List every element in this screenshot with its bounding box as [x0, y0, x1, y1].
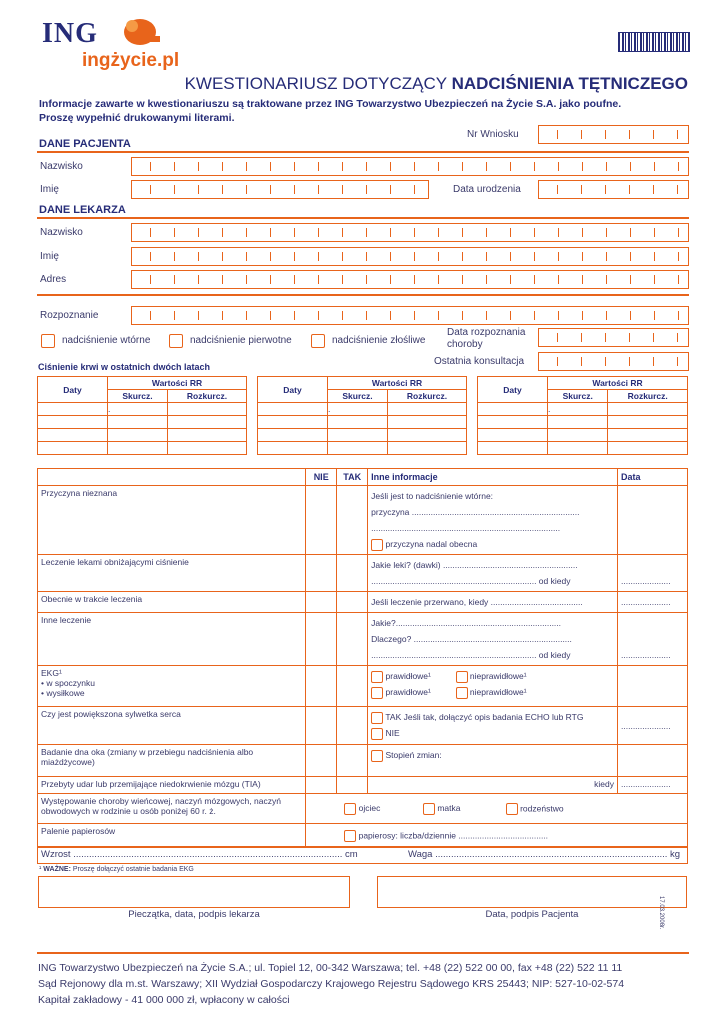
- sylwetka-tak-checkbox[interactable]: [371, 712, 383, 724]
- tak-cell[interactable]: [337, 486, 368, 555]
- sylwetka-nie-checkbox[interactable]: [371, 728, 383, 740]
- tak-cell[interactable]: [337, 555, 368, 592]
- ekg-spoczynek-bad-checkbox[interactable]: [456, 671, 468, 683]
- doctor-signature-box[interactable]: [38, 876, 350, 908]
- lion-icon: [120, 14, 164, 48]
- patient-signature-box[interactable]: [377, 876, 687, 908]
- choroby-label: choroby: [447, 339, 483, 350]
- doctor-signature-label: Pieczątka, data, podpis lekarza: [128, 909, 260, 920]
- footer-line3: Kapitał zakładowy - 41 000 000 zł, wpłacony w całości: [38, 994, 290, 1006]
- zlosliwe-label: nadciśnienie złośliwe: [332, 335, 426, 346]
- table-row: Obecnie w trakcie leczenia Jeśli leczenie przerwano, kiedy ....................................... .....................: [38, 592, 688, 613]
- tak-cell[interactable]: [337, 707, 368, 745]
- data-urodzenia-label: Data urodzenia: [453, 184, 521, 195]
- nie-cell[interactable]: [306, 777, 337, 794]
- wtorne-checkbox[interactable]: [41, 334, 55, 348]
- nie-cell[interactable]: [306, 486, 337, 555]
- nie-cell[interactable]: [306, 613, 337, 666]
- page-title: KWESTIONARIUSZ DOTYCZĄCY NADCIŚNIENIA TĘTNICZEGO: [184, 74, 688, 93]
- intro-line2: Proszę wypełnić drukowanymi literami.: [39, 112, 235, 124]
- logo-site: ingżycie.pl: [82, 50, 180, 71]
- nie-cell[interactable]: [306, 666, 337, 707]
- barcode: [618, 32, 690, 52]
- divider: [37, 294, 689, 296]
- patient-signature-label: Data, podpis Pacjenta: [485, 909, 579, 920]
- logo: [42, 14, 187, 74]
- measurements-box: [37, 846, 688, 864]
- stopien-zmian-checkbox[interactable]: [371, 750, 383, 762]
- table-row: Czy jest powiększona sylwetka serca TAK Jeśli tak, dołączyć opis badania ECHO lub RTG NIE .....................: [38, 707, 688, 745]
- rozpoznanie-label: Rozpoznanie: [40, 310, 99, 321]
- nie-cell[interactable]: [306, 555, 337, 592]
- nie-cell[interactable]: [306, 592, 337, 613]
- info-header: Inne informacje: [368, 469, 618, 486]
- pierwotne-label: nadciśnienie pierwotne: [190, 335, 292, 346]
- patient-heading: DANE PACJENTA: [39, 138, 131, 150]
- divider: [37, 151, 689, 153]
- footer-line2: Sąd Rejonowy dla m.st. Warszawy; XII Wydział Gospodarczy Krajowego Rejestru Sądowego KRS 25443; NIP: 527-10-02-574: [38, 978, 625, 990]
- questions-table: [37, 468, 688, 848]
- doctor-heading: DANE LEKARZA: [39, 204, 126, 216]
- nie-cell[interactable]: [306, 707, 337, 745]
- wtorne-label: nadciśnienie wtórne: [62, 335, 151, 346]
- patient-nazwisko-field[interactable]: [131, 157, 689, 176]
- tak-cell[interactable]: [337, 666, 368, 707]
- table-row: EKG¹ • w spoczynku • wysiłkowe prawidłowe¹ nieprawidłowe¹ prawidłowe¹ nieprawidłowe¹: [38, 666, 688, 707]
- footer-line1: ING Towarzystwo Ubezpieczeń na Życie S.A.; ul. Topiel 12, 00-342 Warszawa; tel. +48 (22) 522 00 00, fax +48 (22) 522 11 11: [38, 962, 623, 974]
- intro-line1: Informacje zawarte w kwestionariuszu są traktowane przez ING Towarzystwo Ubezpieczeń na Życie S.A. jako poufne.: [39, 98, 622, 110]
- nie-cell[interactable]: [306, 745, 337, 777]
- logo-brand: ING: [42, 18, 98, 49]
- bp-table-2: Daty Wartości RR Skurcz. Rozkurcz. .: [257, 376, 467, 455]
- tak-cell[interactable]: [337, 613, 368, 666]
- wzrost-field[interactable]: Wzrost ...................................................................................................... cm: [41, 849, 358, 860]
- doctor-nazwisko-field[interactable]: [131, 223, 689, 242]
- papierosy-checkbox[interactable]: [344, 830, 356, 842]
- table-row: Przebyty udar lub przemijające niedokrwienie mózgu (TIA) kiedy .....................: [38, 777, 688, 794]
- data-rozpoznania-label: Data rozpoznania: [447, 327, 526, 338]
- ekg-wysilek-bad-checkbox[interactable]: [456, 687, 468, 699]
- footnote: ¹ WAŻNE: Proszę dołączyć ostatnie badania EKG: [39, 866, 194, 873]
- ekg-wysilek-ok-checkbox[interactable]: [371, 687, 383, 699]
- table-row: Badanie dna oka (zmiany w przebiegu nadciśnienia albo miażdżycowe) Stopień zmian:: [38, 745, 688, 777]
- nr-wniosku-label: Nr Wniosku: [467, 129, 519, 140]
- doctor-imie-label: Imię: [40, 251, 59, 262]
- patient-imie-label: Imię: [40, 184, 59, 195]
- waga-field[interactable]: Waga ........................................................................................ kg: [408, 849, 681, 860]
- table-row: Przyczyna nieznana Jeśli jest to nadciśnienie wtórne: przyczyna ....................................................................... ................................................................................ przyczyna nadal obecna: [38, 486, 688, 555]
- doctor-nazwisko-label: Nazwisko: [40, 227, 83, 238]
- doctor-imie-field[interactable]: [131, 247, 689, 266]
- ostatnia-konsultacja-label: Ostatnia konsultacja: [434, 356, 525, 367]
- pierwotne-checkbox[interactable]: [169, 334, 183, 348]
- ojciec-checkbox[interactable]: [344, 803, 356, 815]
- doctor-adres-field[interactable]: [131, 270, 689, 289]
- patient-nazwisko-label: Nazwisko: [40, 161, 83, 172]
- nie-header: NIE: [306, 469, 337, 486]
- doctor-adres-label: Adres: [40, 274, 67, 285]
- bp-table-3: Daty Wartości RR Skurcz. Rozkurcz. .: [477, 376, 688, 455]
- table-row: Leczenie lekami obniżającymi ciśnienie Jakie leki? (dawki) ......................................................... ...................................................................... od kiedy .....................: [38, 555, 688, 592]
- tak-cell[interactable]: [337, 592, 368, 613]
- patient-imie-field[interactable]: [131, 180, 429, 199]
- ekg-spoczynek-ok-checkbox[interactable]: [371, 671, 383, 683]
- data-urodzenia-field[interactable]: [538, 180, 689, 199]
- side-code: 17.03.2008r.: [658, 896, 664, 930]
- tak-cell[interactable]: [337, 777, 368, 794]
- tak-header: TAK: [337, 469, 368, 486]
- zlosliwe-checkbox[interactable]: [311, 334, 325, 348]
- table-row: Palenie papierosów papierosy: liczba/dziennie ......................................: [38, 824, 688, 848]
- bp-table-1: Daty Wartości RR Skurcz. Rozkurcz. .: [37, 376, 247, 455]
- rozpoznanie-field[interactable]: [131, 306, 689, 325]
- table-row: Inne leczenie Jakie?...................................................................... Dlaczego? ................................................................... ...................................................................... od kiedy .....................: [38, 613, 688, 666]
- data-rozpoznania-field[interactable]: [538, 328, 689, 347]
- rodzenstwo-checkbox[interactable]: [506, 803, 518, 815]
- nr-wniosku-field[interactable]: [538, 125, 689, 144]
- divider: [37, 952, 689, 954]
- divider: [37, 217, 689, 219]
- matka-checkbox[interactable]: [423, 803, 435, 815]
- przyczyna-obecna-checkbox[interactable]: [371, 539, 383, 551]
- date-header: Data: [618, 469, 688, 486]
- table-row: Występowanie choroby wieńcowej, naczyń mózgowych, naczyń obwodowych w rodzinie u osób poniżej 60 r. ż. ojciec matka rodzeństwo: [38, 794, 688, 824]
- tak-cell[interactable]: [337, 745, 368, 777]
- bp-heading: Ciśnienie krwi w ostatnich dwóch latach: [38, 362, 211, 372]
- ostatnia-konsultacja-field[interactable]: [538, 352, 689, 371]
